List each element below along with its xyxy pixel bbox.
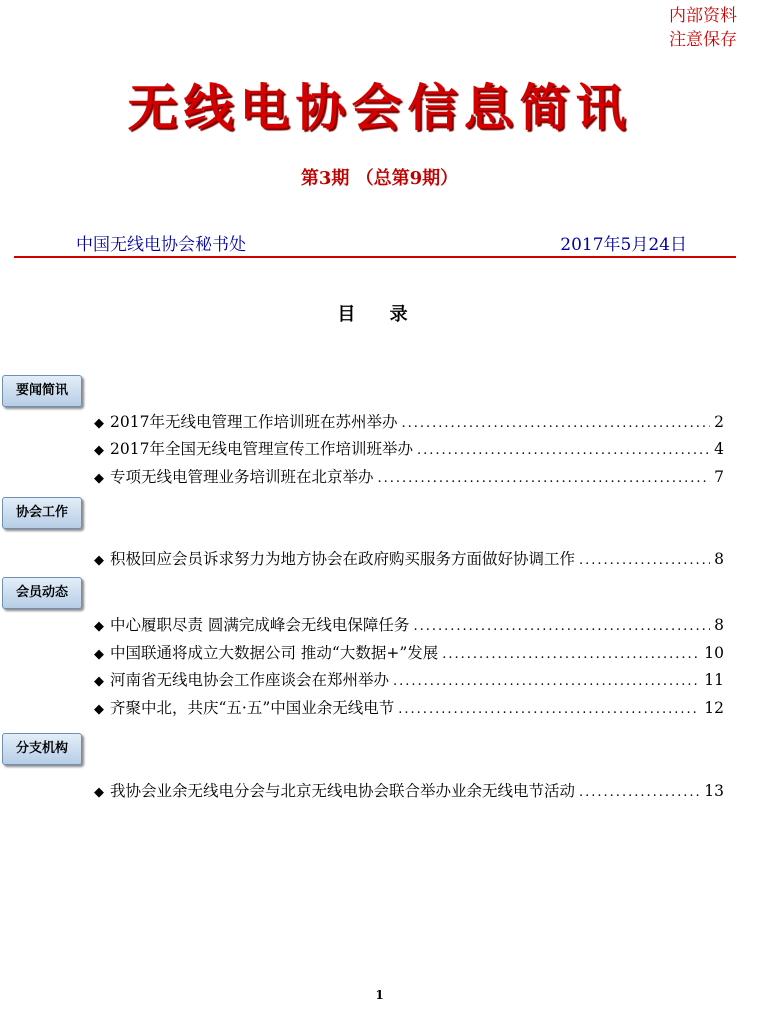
toc-entry-text: 2017年无线电管理工作培训班在苏州举办 xyxy=(110,413,398,431)
section-label-branches: 分支机构 xyxy=(2,733,82,765)
toc-entry[interactable] xyxy=(94,613,724,635)
diamond-bullet-icon: ◆ xyxy=(94,674,104,689)
newsletter-title: 无线电协会信息简讯 xyxy=(127,78,632,137)
toc-entry[interactable] xyxy=(94,465,724,487)
toc-title: 目 录 xyxy=(337,304,422,325)
toc-entry[interactable] xyxy=(94,779,724,801)
internal-notice xyxy=(669,4,737,52)
diamond-bullet-icon: ◆ xyxy=(94,553,104,568)
toc-entry-text: 我协会业余无线电分会与北京无线电协会联合举办业余无线电节活动 xyxy=(110,782,576,800)
publish-date: 2017年5月24日 xyxy=(560,235,687,255)
leader-dots xyxy=(378,471,711,486)
toc-entry[interactable] xyxy=(94,668,724,690)
toc-entry-text: 齐聚中北，共庆“五·五”中国业余无线电节 xyxy=(110,699,395,717)
toc-entry-text: 专项无线电管理业务培训班在北京举办 xyxy=(110,468,374,486)
toc-entry[interactable] xyxy=(94,696,724,718)
section-label-association-work: 协会工作 xyxy=(2,497,82,529)
diamond-bullet-icon: ◆ xyxy=(94,647,104,662)
internal-line-2: 注意保存 xyxy=(669,30,737,50)
leader-dots xyxy=(442,647,700,662)
toc-entry-text: 积极回应会员诉求努力为地方协会在政府购买服务方面做好协调工作 xyxy=(110,550,576,568)
toc-entry-page: 4 xyxy=(714,440,724,458)
toc-entry[interactable] xyxy=(94,641,724,663)
header-divider xyxy=(14,256,736,258)
leader-dots xyxy=(398,702,700,717)
toc-entry[interactable] xyxy=(94,410,724,432)
toc-entry-text: 中心履职尽责 圆满完成峰会无线电保障任务 xyxy=(110,616,410,634)
toc-entry-text: 中国联通将成立大数据公司 推动“大数据+”发展 xyxy=(110,644,439,662)
toc-entry-page: 12 xyxy=(704,699,724,717)
toc-entry-page: 10 xyxy=(704,644,724,662)
internal-line-1: 内部资料 xyxy=(669,6,737,26)
leader-dots xyxy=(393,674,700,689)
toc-entry[interactable] xyxy=(94,437,724,459)
toc-entry-text: 河南省无线电协会工作座谈会在郑州举办 xyxy=(110,671,390,689)
toc-entry-page: 7 xyxy=(714,468,724,486)
leader-dots xyxy=(417,443,710,458)
diamond-bullet-icon: ◆ xyxy=(94,471,104,486)
diamond-bullet-icon: ◆ xyxy=(94,443,104,458)
toc-entry-page: 2 xyxy=(714,413,724,431)
leader-dots xyxy=(413,619,710,634)
leader-dots xyxy=(579,553,710,568)
issue-number: 第3期 （总第9期） xyxy=(300,168,459,189)
toc-entry-page: 8 xyxy=(714,550,724,568)
toc-entry-text: 2017年全国无线电管理宣传工作培训班举办 xyxy=(110,440,413,458)
leader-dots xyxy=(401,416,710,431)
diamond-bullet-icon: ◆ xyxy=(94,702,104,717)
diamond-bullet-icon: ◆ xyxy=(94,619,104,634)
section-label-news: 要闻简讯 xyxy=(2,375,82,407)
toc-entry-page: 11 xyxy=(704,671,724,689)
diamond-bullet-icon: ◆ xyxy=(94,785,104,800)
diamond-bullet-icon: ◆ xyxy=(94,416,104,431)
leader-dots xyxy=(579,785,700,800)
toc-entry-page: 13 xyxy=(704,782,724,800)
organization: 中国无线电协会秘书处 xyxy=(76,235,246,255)
toc-entry[interactable] xyxy=(94,547,724,569)
page-number: 1 xyxy=(375,988,384,1002)
toc-entry-page: 8 xyxy=(714,616,724,634)
section-label-member-news: 会员动态 xyxy=(2,577,82,609)
